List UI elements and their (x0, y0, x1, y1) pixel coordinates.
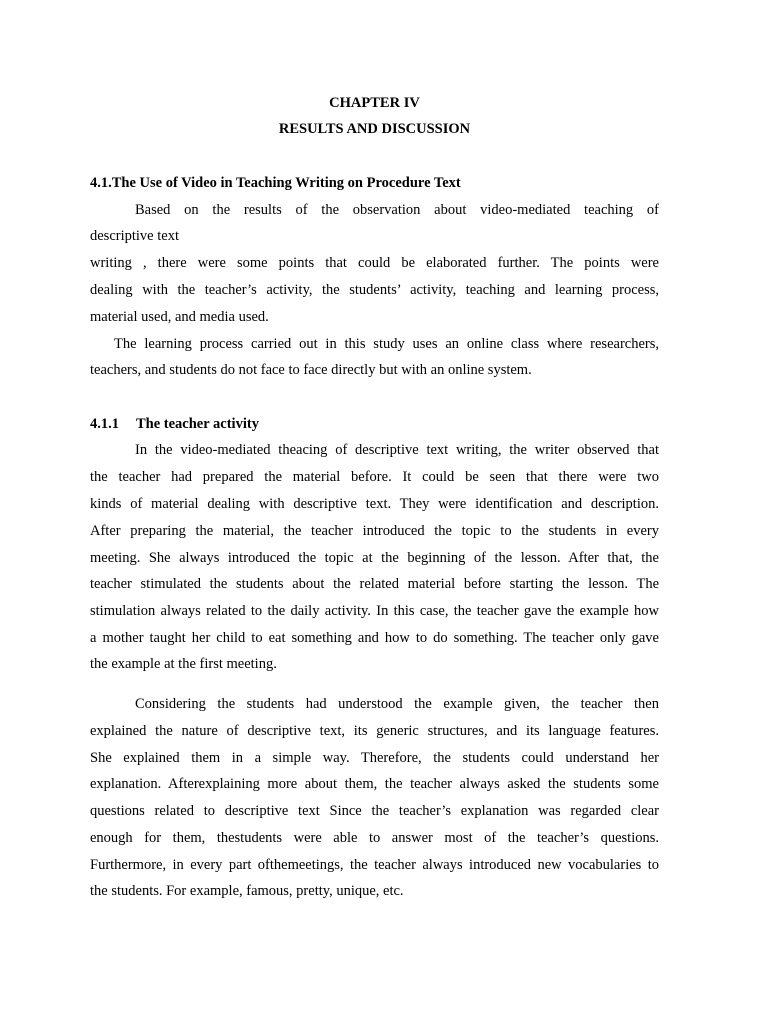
chapter-number: CHAPTER IV (329, 95, 420, 111)
paragraph-line: meeting. She always introduced the topic at the beginning of the lesson. After that, the (90, 550, 659, 566)
subsection-heading (90, 415, 659, 433)
subsection-number: 4.1.1 (90, 416, 119, 432)
paragraph-line: the students. For example, famous, pretty, unique, etc. (90, 883, 404, 899)
paragraph-line: material used, and media used. (90, 309, 269, 325)
paragraph-line: enough for them, thestudents were able to answer most of the teacher’s questions. (90, 830, 659, 846)
paragraph-line: The learning process carried out in this study uses an online class where researchers, (114, 336, 659, 352)
paragraph-line: dealing with the teacher’s activity, the students’ activity, teaching and learning process, (90, 282, 659, 298)
paragraph-line: teachers, and students do not face to face directly but with an online system. (90, 362, 532, 378)
chapter-title: RESULTS AND DISCUSSION (278, 121, 471, 137)
paragraph-line: Based on the results of the observation about video-mediated teaching of (135, 202, 659, 218)
paragraph-line: stimulation always related to the daily activity. In this case, the teacher gave the example how (90, 603, 659, 619)
paragraph-line: the example at the first meeting. (90, 656, 277, 672)
paragraph-line: In the video-mediated theacing of descriptive text writing, the writer observed that (135, 442, 659, 458)
paragraph-line: the teacher had prepared the material before. It could be seen that there were two (90, 469, 659, 485)
section-heading: 4.1.The Use of Video in Teaching Writing on Procedure Text (90, 175, 461, 191)
paragraph-line: kinds of material dealing with descriptive text. They were identification and description. (90, 496, 659, 512)
paragraph-line: She explained them in a simple way. Therefore, the students could understand her (90, 750, 659, 766)
paragraph-line: teacher stimulated the students about the related material before starting the lesson. The (90, 576, 659, 592)
paragraph-line: a mother taught her child to eat something and how to do something. The teacher only gave (90, 630, 659, 646)
paragraph-line: questions related to descriptive text Since the teacher’s explanation was regarded clear (90, 803, 659, 819)
paragraph-line: explained the nature of descriptive text, its generic structures, and its language features. (90, 723, 659, 739)
paragraph-line: After preparing the material, the teacher introduced the topic to the students in every (90, 523, 659, 539)
subsection-title: The teacher activity (136, 416, 259, 432)
paragraph-line: Considering the students had understood the example given, the teacher then (135, 696, 659, 712)
paragraph-line: writing , there were some points that could be elaborated further. The points were (90, 255, 659, 271)
paragraph-line: Furthermore, in every part ofthemeetings, the teacher always introduced new vocabularies to (90, 857, 659, 873)
paragraph-line: explanation. Afterexplaining more about them, the teacher always asked the students some (90, 776, 659, 792)
paragraph-line: descriptive text (90, 228, 179, 244)
